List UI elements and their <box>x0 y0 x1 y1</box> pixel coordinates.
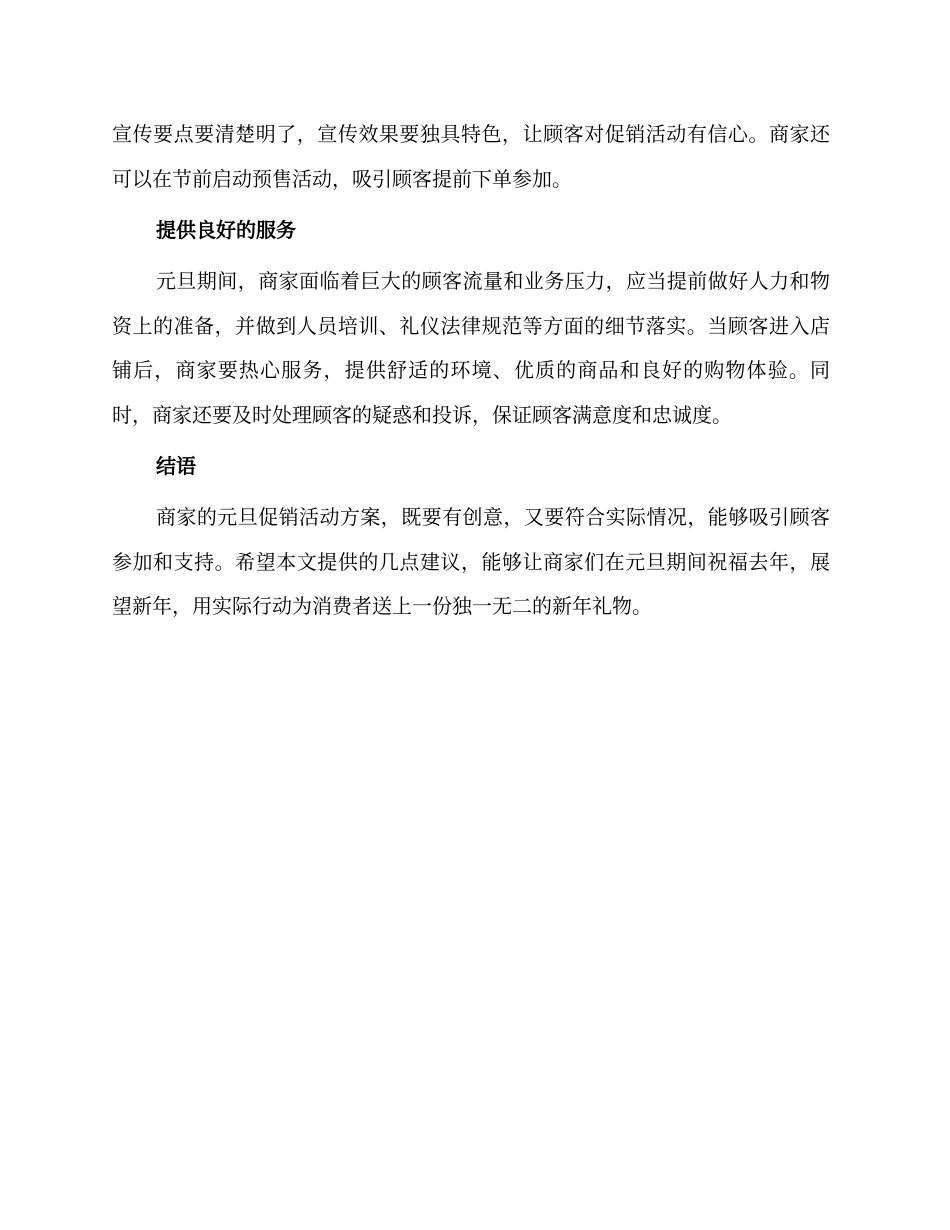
section-heading-service: 提供良好的服务 <box>156 218 296 242</box>
service-paragraph: 元旦期间，商家面临着巨大的顾客流量和业务压力，应当提前做好人力和物资上的准备，并做到人员培训、礼仪法律规范等方面的细节落实。当顾客进入店铺后，商家要热心服务，提供舒适的环境、优质的商品和良好的购物体验。同时，商家还要及时处理顾客的疑惑和投诉，保证顾客满意度和忠诚度。 <box>112 269 830 427</box>
section-heading-conclusion: 结语 <box>156 454 196 478</box>
conclusion-paragraph: 商家的元旦促销活动方案，既要有创意，又要符合实际情况，能够吸引顾客参加和支持。希望本文提供的几点建议，能够让商家们在元旦期间祝福去年，展望新年，用实际行动为消费者送上一份独一无二的新年礼物。 <box>112 505 830 618</box>
document-page <box>112 112 830 629</box>
continued-paragraph: 宣传要点要清楚明了，宣传效果要独具特色，让顾客对促销活动有信心。商家还可以在节前启动预售活动，吸引顾客提前下单参加。 <box>112 122 830 191</box>
